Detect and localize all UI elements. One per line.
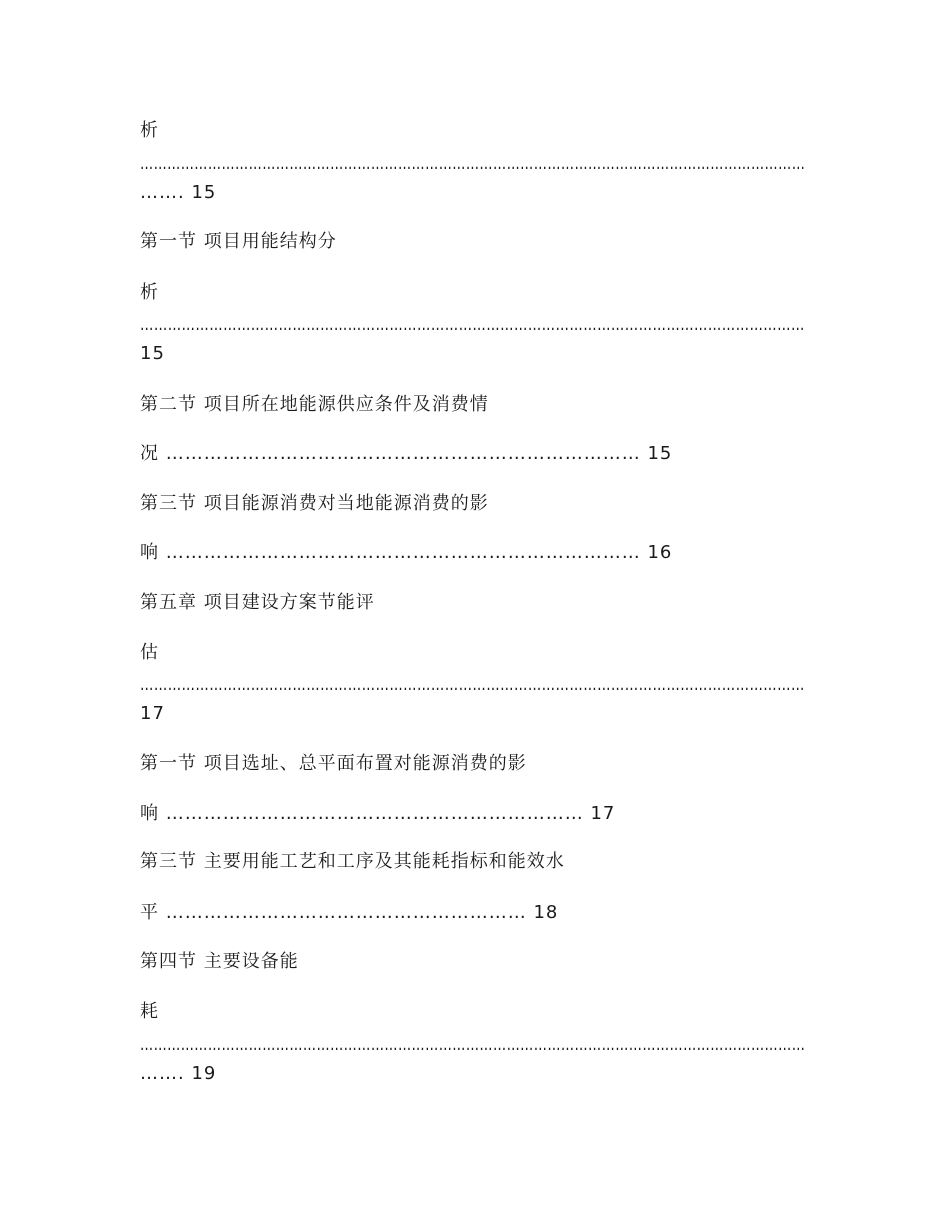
toc-line-continuation: 耗 bbox=[140, 1001, 159, 1022]
toc-entry-section: 第二节 项目所在地能源供应条件及消费情 bbox=[140, 394, 489, 415]
toc-page-number: 15 bbox=[140, 343, 165, 364]
toc-page-number: ……. 15 bbox=[140, 182, 217, 203]
toc-line-continuation: 估 bbox=[140, 642, 159, 663]
toc-entry-with-page: 平 ………………………………………………… 18 bbox=[140, 902, 559, 923]
toc-page-number: 17 bbox=[140, 703, 165, 724]
toc-leader-dots: ……………………………………………………………………………………………………………………………… bbox=[140, 314, 805, 335]
toc-line-continuation: 析 bbox=[140, 120, 159, 141]
toc-entry-chapter: 第五章 项目建设方案节能评 bbox=[140, 592, 375, 613]
toc-line-continuation: 析 bbox=[140, 282, 159, 303]
toc-entry-section: 第一节 项目用能结构分 bbox=[140, 231, 337, 252]
toc-leader-dots: ………………………………………………………………………………………………………………………………… bbox=[140, 153, 806, 174]
toc-page-number: ……. 19 bbox=[140, 1063, 217, 1084]
toc-entry-with-page: 况 ………………………………………………………………… 15 bbox=[140, 443, 673, 464]
toc-leader-dots: ………………………………………………………………………………………………………………………………… bbox=[140, 1034, 806, 1055]
toc-entry-section: 第三节 项目能源消费对当地能源消费的影 bbox=[140, 493, 489, 514]
toc-entry-section: 第四节 主要设备能 bbox=[140, 951, 299, 972]
toc-entry-with-page: 响 ………………………………………………………… 17 bbox=[140, 803, 616, 824]
toc-leader-dots: ……………………………………………………………………………………………………………………………… bbox=[140, 674, 805, 695]
toc-entry-section: 第一节 项目选址、总平面布置对能源消费的影 bbox=[140, 753, 527, 774]
toc-entry-section: 第三节 主要用能工艺和工序及其能耗指标和能效水 bbox=[140, 851, 565, 872]
toc-entry-with-page: 响 ………………………………………………………………… 16 bbox=[140, 542, 673, 563]
